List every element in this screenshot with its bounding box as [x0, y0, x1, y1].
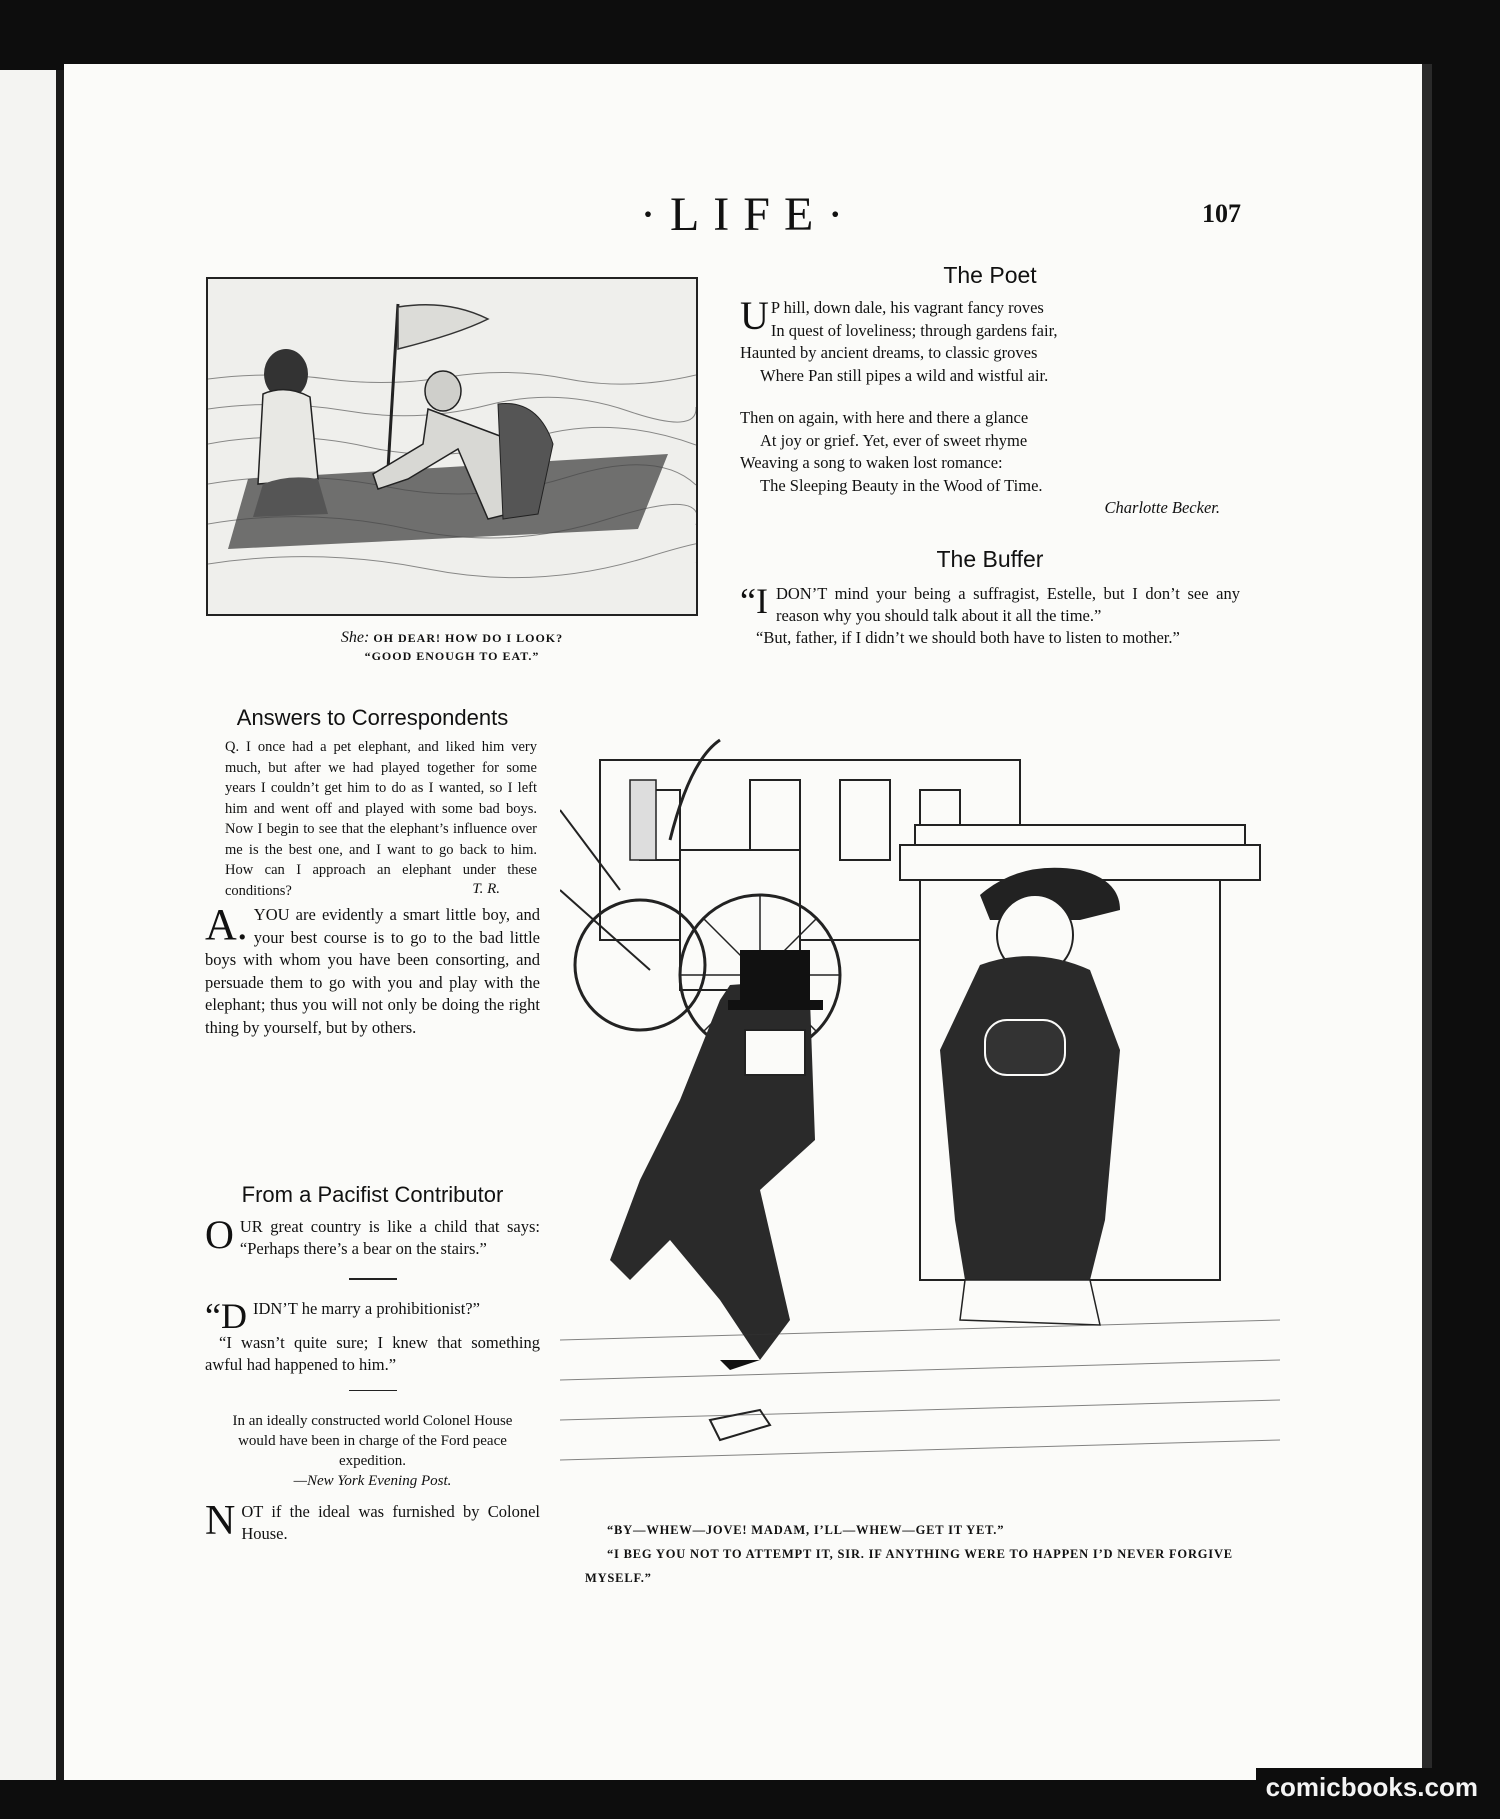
quote-source: —New York Evening Post. [293, 1473, 452, 1489]
raft-cartoon-drawing [208, 279, 696, 614]
buffer-dropcap: “I [740, 581, 768, 621]
prohibitionist-answer: “I wasn’t quite sure; I knew that something awful had happened to him.” [205, 1332, 540, 1374]
the-buffer-article [740, 546, 1240, 649]
answers-to-correspondents-article [205, 705, 540, 1039]
poem-line-7: Weaving a song to waken lost romance: [740, 453, 1003, 472]
colonel-house-reply: OT if the ideal was furnished by Colonel House. [241, 1502, 540, 1543]
page-gutter [56, 70, 64, 1780]
poem-line-5: Then on again, with here and there a glance [740, 408, 1029, 427]
prohibitionist-question: IDN’T he marry a prohibitionist?” [252, 1298, 480, 1318]
poem-author: Charlotte Becker. [1104, 498, 1220, 517]
buffer-paragraph-1: DON’T mind your being a suffragist, Estelle, but I don’t see any reason why you should talk about it all the time.” [775, 584, 1240, 625]
page-right-edge [1422, 64, 1432, 1780]
section-divider-2 [349, 1390, 397, 1392]
poet-dropcap: U [740, 293, 769, 338]
poem-line-2: In quest of loveliness; through gardens fair, [770, 320, 1058, 340]
page-number: 107 [1202, 199, 1241, 228]
caption-lady-line: “I BEG YOU NOT TO ATTEMPT IT, SIR. IF ANYTHING WERE TO HAPPEN I’D NEVER FORGIVE MYSELF.” [585, 1547, 1233, 1585]
prohibitionist-dropcap: “D [205, 1295, 247, 1336]
caption-line-1: OH DEAR! HOW DO I LOOK? [373, 631, 564, 645]
the-poet-title: The Poet [943, 262, 1037, 288]
the-buffer-title: The Buffer [936, 546, 1044, 572]
poem-line-6: At joy or grief. Yet, ever of sweet rhyme [760, 430, 1028, 450]
street-cartoon-illustration [560, 720, 1280, 1505]
correspondent-question: Q. I once had a pet elephant, and liked him very much, but after we had played together for some years I couldn’t get him to do as I wanted, so I left him and went off and played with some bad boys. Now I begin to see that the elephant’s influence over me is the best one, and I want to go back to him. How can I approach an elephant under these conditions? [225, 739, 537, 899]
answers-title: Answers to Correspondents [236, 705, 509, 730]
buffer-paragraph-2: “But, father, if I didn’t we should both have to listen to mother.” [756, 628, 1180, 647]
poem-line-8: The Sleeping Beauty in the Wood of Time. [760, 475, 1043, 495]
masthead-title: ·LIFE· [640, 188, 858, 241]
question-signature: T. R. [472, 881, 500, 897]
street-cartoon-caption [585, 1518, 1255, 1590]
the-poet-article [740, 262, 1240, 520]
poem-line-1: P hill, down dale, his vagrant fancy roves [770, 298, 1044, 317]
street-cartoon-drawing [560, 720, 1280, 1505]
pacifist-dropcap: O [205, 1212, 234, 1257]
caption-speaker: She: [340, 629, 370, 646]
raft-cartoon-illustration [206, 277, 698, 616]
raft-cartoon-caption [206, 629, 698, 664]
caption-line-2: “GOOD ENOUGH TO EAT.” [364, 649, 540, 663]
poem-line-3: Haunted by ancient dreams, to classic groves [740, 343, 1038, 362]
pacifist-paragraph: UR great country is like a child that says: “Perhaps there’s a bear on the stairs.” [239, 1217, 540, 1258]
answer-dropcap: A. [205, 900, 248, 949]
site-watermark: comicbooks.com [1256, 1768, 1488, 1807]
answer-paragraph: YOU are evidently a smart little boy, and your best course is to go to the bad little boys with whom you have been consorting, and persuade them to go with you and play with the elephant; thus you will not only be doing the right thing by yourself, but by others. [205, 905, 540, 1037]
reply-dropcap: N [205, 1498, 236, 1544]
pacifist-title: From a Pacifist Contributor [241, 1182, 504, 1207]
pacifist-contributor-article [205, 1182, 540, 1545]
colonel-house-quote: In an ideally constructed world Colonel House would have been in charge of the Ford peace expedition. [232, 1413, 513, 1469]
section-divider-1 [349, 1278, 397, 1280]
caption-gentleman-line: “BY—WHEW—JOVE! MADAM, I’LL—WHEW—GET IT YET.” [607, 1523, 1005, 1537]
poem-line-4: Where Pan still pipes a wild and wistful air. [760, 365, 1049, 385]
previous-page-edge [0, 70, 56, 1780]
